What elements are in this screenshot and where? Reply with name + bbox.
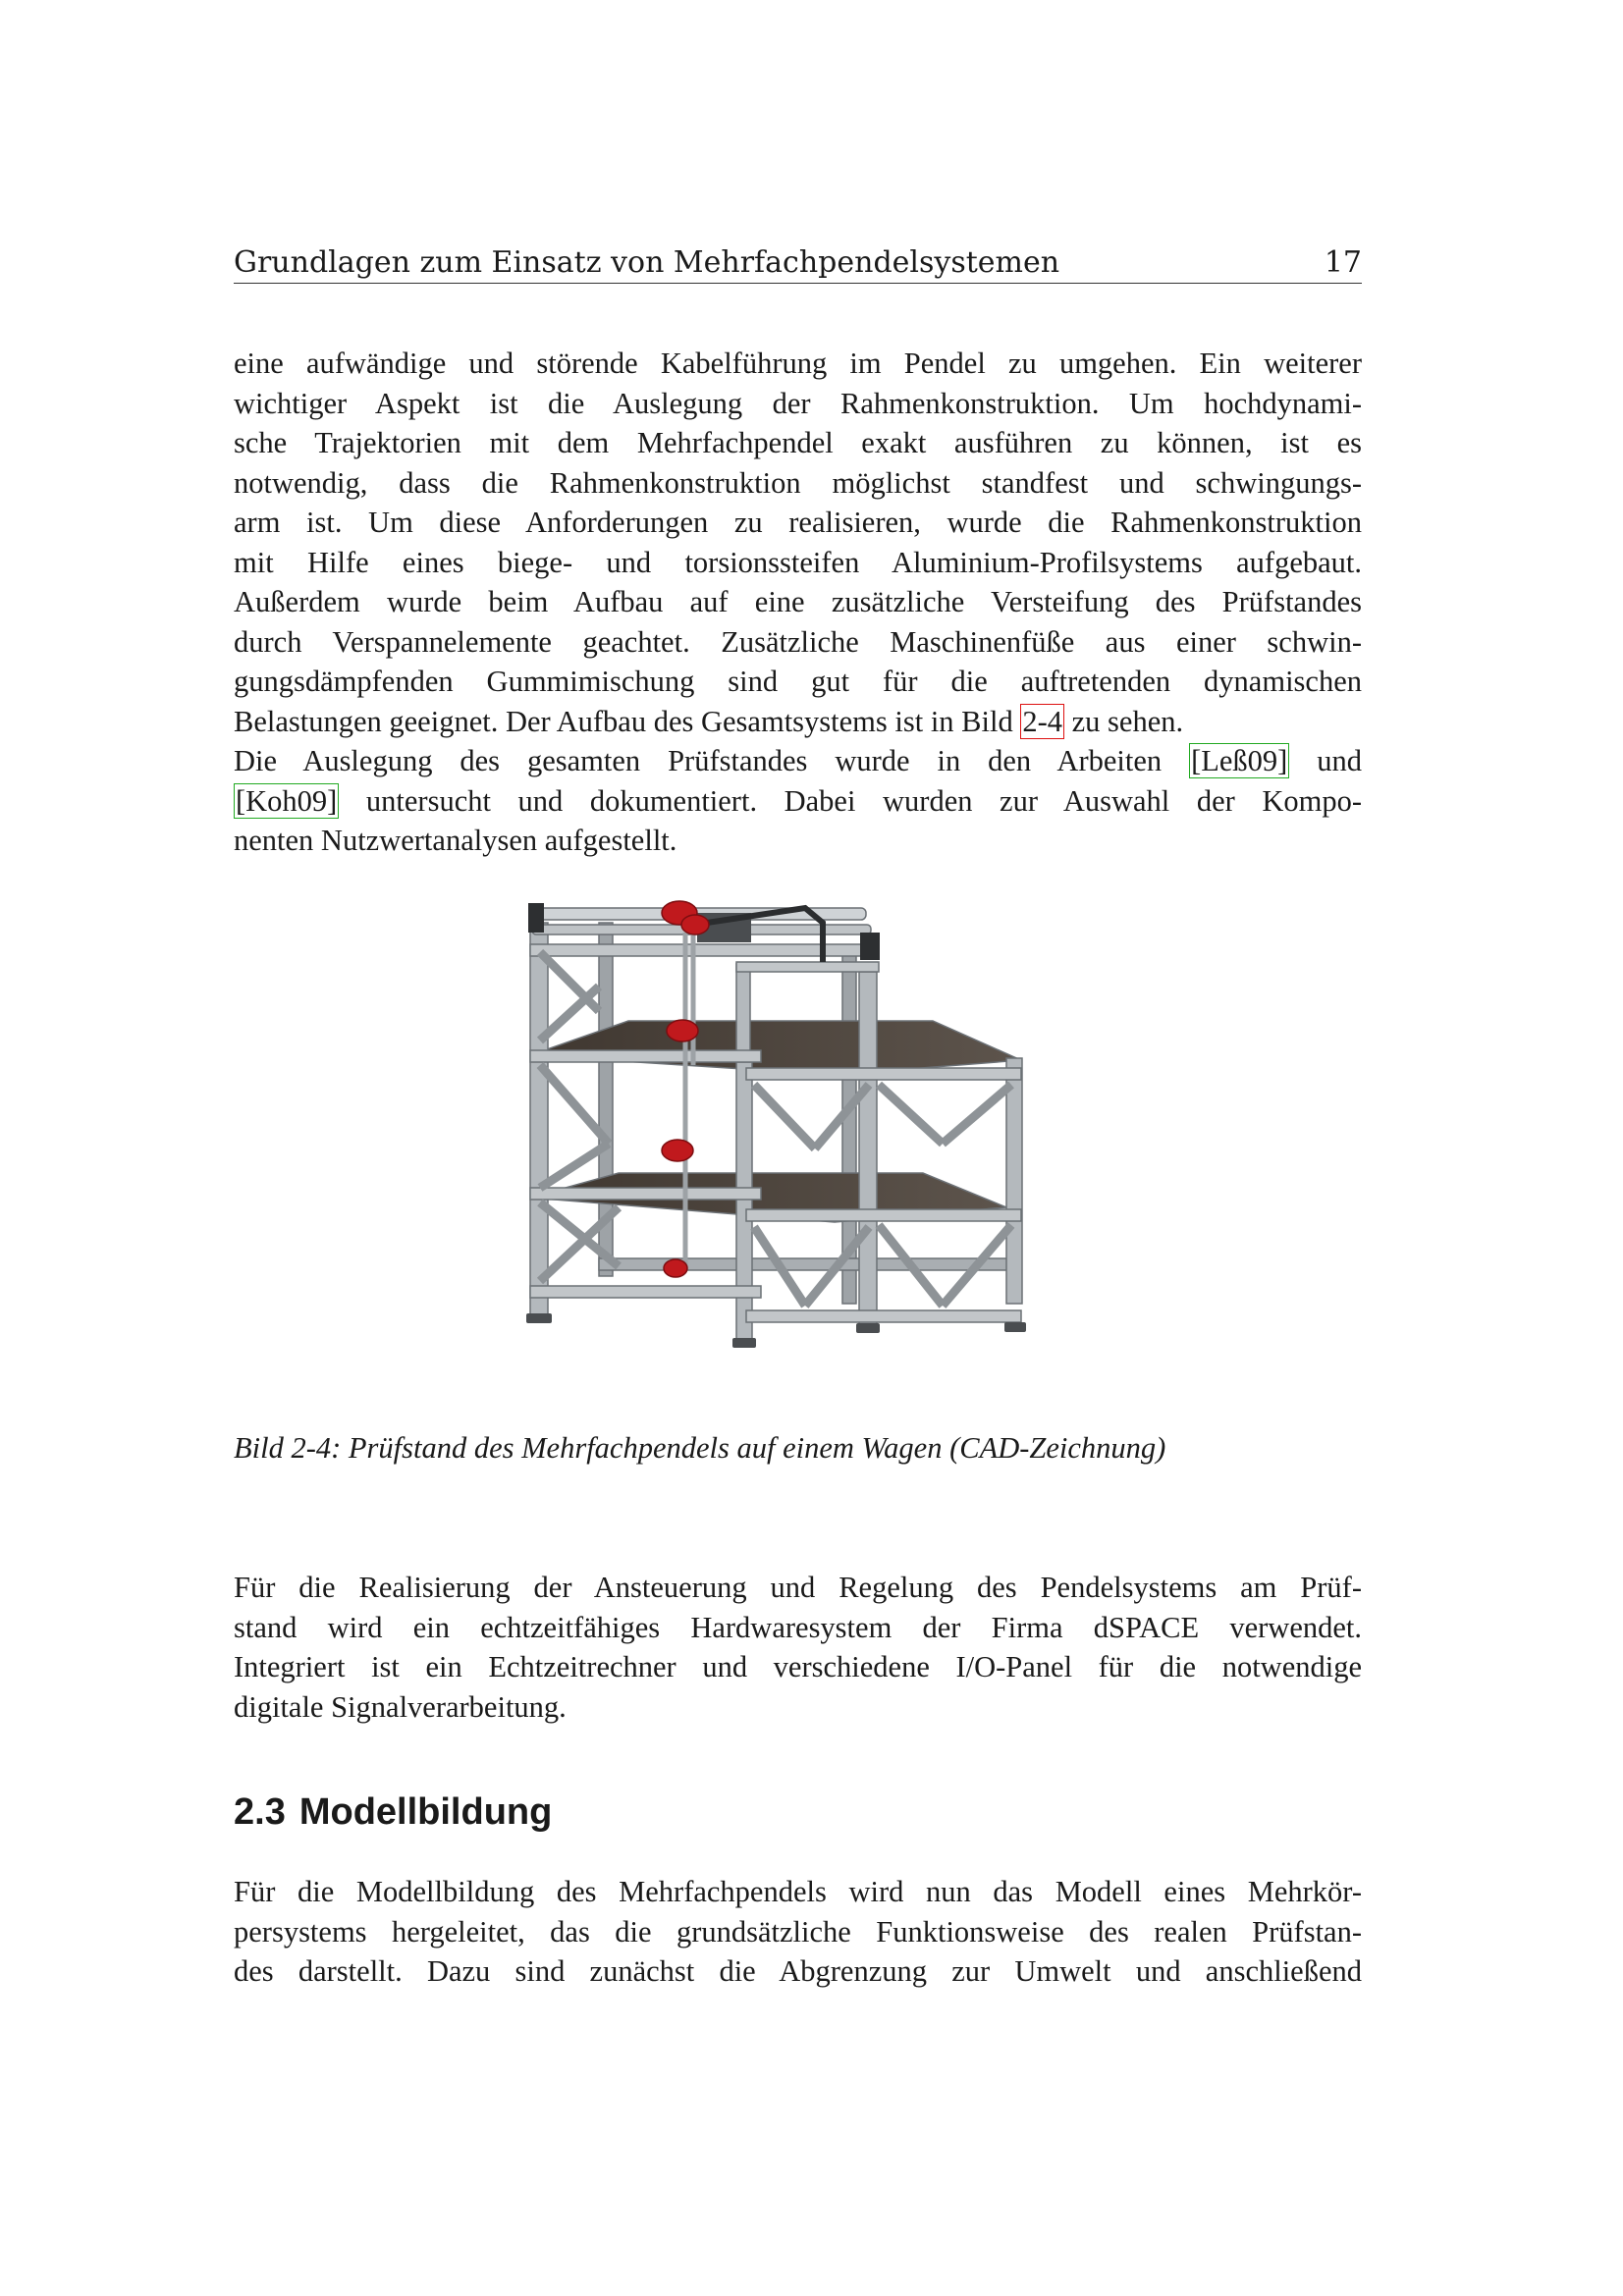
pendulum-joint-red xyxy=(681,915,709,934)
paragraph-frame-construction xyxy=(234,344,1362,741)
text-line xyxy=(234,702,1362,742)
pendulum-joint-red xyxy=(667,1020,698,1041)
text-fragment: Belastungen geeignet. Der Aufbau des Gesamtsystems ist in Bild xyxy=(234,704,1021,738)
text-fragment: Die Auslegung des gesamten Prüfstandes wurde in den Arbeiten xyxy=(234,744,1190,777)
text-line: durch Verspannelemente geachtet. Zusätzliche Maschinenfüße aus einer schwin- xyxy=(234,624,1362,659)
figure-reference-link[interactable]: 2-4 xyxy=(1022,704,1063,738)
text-line: eine aufwändige und störende Kabelführung im Pendel zu umgehen. Ein weiterer xyxy=(234,347,1362,380)
paragraph-design-references xyxy=(234,741,1362,861)
text-line: Für die Modellbildung des Mehrfachpendels wird nun das Modell eines Mehrkör- xyxy=(234,1875,1362,1908)
text-line: Integriert ist ein Echtzeitrechner und verschiedene I/O-Panel für die notwendige xyxy=(234,1650,1362,1683)
frame-post-front-left xyxy=(530,923,548,1315)
frame-rail xyxy=(746,1068,1021,1080)
text-line: gungsdämpfenden Gummimischung sind gut für die auftretenden dynamischen xyxy=(234,665,1362,698)
section-heading xyxy=(234,1789,552,1836)
text-line: Außerdem wurde beim Aufbau auf eine zusätzliche Versteifung des Prüfstandes xyxy=(234,585,1362,618)
text-fragment: untersucht und dokumentiert. Dabei wurden zur Auswahl der Kompo- xyxy=(339,783,1362,818)
frame-rail xyxy=(746,1209,1021,1221)
text-line: stand wird ein echtzeitfähiges Hardwaresystem der Firma dSPACE verwendet. xyxy=(234,1610,1362,1644)
header-title: Grundlagen zum Einsatz von Mehrfachpendelsystemen xyxy=(234,245,1060,280)
frame-rail xyxy=(530,1050,761,1062)
text-line: sche Trajektorien mit dem Mehrfachpendel exakt ausführen zu können, ist es xyxy=(234,426,1362,459)
citation-link-koh09[interactable]: [Koh09] xyxy=(236,783,338,818)
text-line: digitale Signalverarbeitung. xyxy=(234,1689,567,1724)
text-line: mit Hilfe eines biege- und torsionssteifen Aluminium-Profilsystems aufgebaut. xyxy=(234,545,1362,579)
text-line xyxy=(234,741,1362,781)
text-line: wichtiger Aspekt ist die Auslegung der Rahmenkonstruktion. Um hochdynami- xyxy=(234,386,1362,420)
page-number: 17 xyxy=(1324,245,1362,280)
cad-test-rig-figure xyxy=(511,893,1080,1404)
text-line: arm ist. Um diese Anforderungen zu realisieren, wurde die Rahmenkonstruktion xyxy=(234,506,1362,539)
paragraph-model xyxy=(234,1872,1362,1992)
section-title: Modellbildung xyxy=(298,1791,553,1833)
frame-rail xyxy=(530,1286,761,1298)
caption-label: Bild 2-4 xyxy=(234,1431,332,1465)
citation-link-less09[interactable]: [Leß09] xyxy=(1191,744,1288,777)
frame-post-front-right xyxy=(859,972,877,1325)
text-fragment: und xyxy=(1289,744,1362,777)
text-line: Für die Realisierung der Ansteuerung und Regelung des Pendelsystems am Prüf- xyxy=(234,1571,1362,1604)
paragraph-dspace xyxy=(234,1568,1362,1727)
frame-rail xyxy=(530,944,879,956)
text-line: nenten Nutzwertanalysen aufgestellt. xyxy=(234,824,677,857)
frame-rail xyxy=(530,1188,761,1200)
pendulum-joint-red xyxy=(664,1259,687,1277)
frame-rail xyxy=(746,1310,1021,1322)
tower-post xyxy=(736,964,750,1062)
text-line: des darstellt. Dazu sind zunächst die Abgrenzung zur Umwelt und anschließend xyxy=(234,1954,1362,1988)
end-stop xyxy=(528,903,544,933)
pendulum-joint-red xyxy=(662,1140,693,1161)
text-line xyxy=(234,781,1362,822)
text-fragment: zu sehen. xyxy=(1064,704,1184,738)
frame-rail xyxy=(736,962,879,972)
end-stop xyxy=(860,933,880,960)
pendulum xyxy=(662,901,709,1277)
frame-post-far-right xyxy=(1006,1058,1022,1304)
frame-rail xyxy=(599,1258,1011,1270)
text-line: notwendig, dass die Rahmenkonstruktion möglichst standfest und schwingungs- xyxy=(234,465,1362,500)
text-line: persystems hergeleitet, das die grundsätzliche Funktionsweise des realen Prüfstan- xyxy=(234,1914,1362,1949)
caption-text: : Prüfstand des Mehrfachpendels auf einem Wagen (CAD-Zeichnung) xyxy=(331,1431,1166,1465)
running-header xyxy=(234,243,1362,284)
figure-caption xyxy=(234,1428,1362,1468)
section-number: 2.3 xyxy=(234,1791,286,1833)
